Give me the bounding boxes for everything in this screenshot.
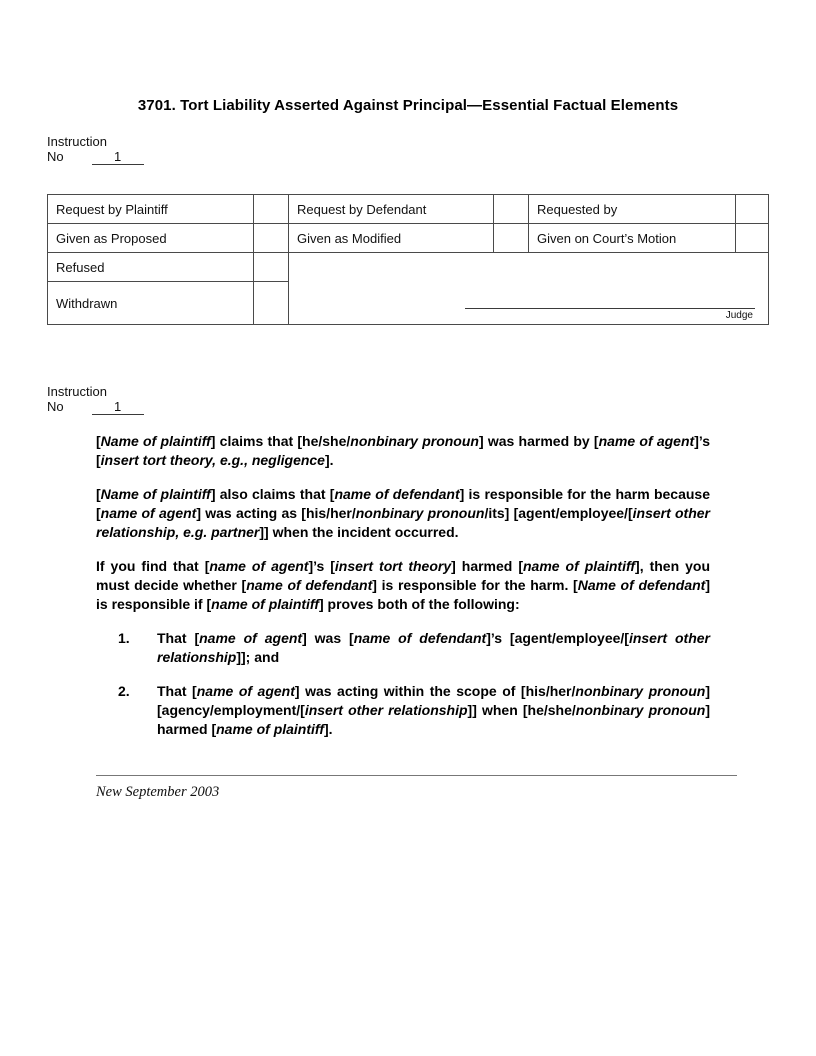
checkbox-cell-request-by-plaintiff (254, 195, 289, 224)
jury-instruction-form-table (47, 194, 769, 325)
text-run: ]. (323, 721, 333, 737)
text-run: ] was [ (302, 630, 354, 646)
judge-signature-cell (289, 253, 769, 325)
instruction-label: Instruction (47, 134, 107, 149)
paragraph-3 (96, 557, 710, 614)
text-run: nonbinary pronoun (355, 505, 485, 521)
text-run: name of plaintiff (216, 721, 324, 737)
text-run: insert tort theory, e.g., negligence (100, 452, 325, 468)
text-run: insert other relationship (304, 702, 468, 718)
text-run: ], then you must decide whether [ (96, 558, 711, 593)
text-run: ]’s [agent/employee/[ (486, 630, 629, 646)
list-item-text (157, 629, 710, 667)
cell-request-by-defendant: Request by Defendant (289, 195, 494, 224)
text-run: ]’s [ (308, 558, 335, 574)
text-run: ]. (324, 452, 334, 468)
text-run: ] is responsible if [ (96, 577, 711, 612)
cell-given-as-modified: Given as Modified (289, 224, 494, 253)
text-run: name of plaintiff (523, 558, 636, 574)
instruction-number-value: 1 (92, 150, 144, 165)
cell-given-as-proposed: Given as Proposed (48, 224, 254, 253)
text-run: insert tort theory (334, 558, 452, 574)
checkbox-cell-given-on-courts-motion (736, 224, 769, 253)
no-label: No (47, 399, 64, 414)
text-run: nonbinary pronoun (575, 683, 706, 699)
text-run: ] is responsible for the harm because [ (96, 486, 710, 521)
text-run: [ (96, 433, 101, 449)
no-label: No (47, 149, 64, 164)
list-item-text (157, 682, 710, 739)
text-run: ] was acting as [his/her/ (196, 505, 356, 521)
text-run: [ (96, 486, 101, 502)
checkbox-cell-given-as-modified (494, 224, 529, 253)
text-run: nonbinary pronoun (350, 433, 479, 449)
text-run: ]]; and (236, 649, 280, 665)
text-run: If you find that [ (96, 558, 210, 574)
cell-request-by-plaintiff: Request by Plaintiff (48, 195, 254, 224)
text-run: That [ (157, 630, 200, 646)
revision-note: New September 2003 (96, 784, 220, 800)
checkbox-cell-requested-by (736, 195, 769, 224)
text-run: name of defendant (246, 577, 373, 593)
instruction-number-row (47, 149, 816, 165)
cell-given-on-courts-motion: Given on Court’s Motion (529, 224, 736, 253)
text-run: ]] when [he/she/ (467, 702, 576, 718)
text-run: /its] [agent/employee/[ (484, 505, 633, 521)
checkbox-cell-given-as-proposed (254, 224, 289, 253)
text-run: ] was acting within the scope of [his/her/ (294, 683, 576, 699)
paragraph-1 (96, 432, 710, 470)
text-run: ] also claims that [ (210, 486, 335, 502)
text-run: name of defendant (334, 486, 460, 502)
text-run: insert other relationship (157, 630, 710, 665)
judge-label: Judge (725, 310, 753, 321)
text-run: ]] when the incident occurred. (259, 524, 459, 540)
table-row (48, 224, 769, 253)
text-run: ] proves both of the following: (319, 596, 520, 612)
checkbox-cell-refused (254, 253, 289, 282)
text-run: Name of plaintiff (100, 486, 211, 502)
text-run: name of agent (199, 630, 303, 646)
checkbox-cell-withdrawn (254, 282, 289, 325)
text-run: ]’s [ (96, 433, 711, 468)
text-run: ] was harmed by [ (478, 433, 599, 449)
text-run: name of plaintiff (211, 596, 319, 612)
text-run: name of agent (196, 683, 295, 699)
list-item-1 (118, 629, 710, 667)
text-run: name of agent (598, 433, 695, 449)
judge-signature-block (465, 308, 755, 322)
cell-requested-by: Requested by (529, 195, 736, 224)
instruction-number-block-top (47, 134, 816, 165)
text-run: Name of plaintiff (100, 433, 211, 449)
text-run: insert other relationship, e.g. partner (96, 505, 711, 540)
list-number: 1. (118, 630, 130, 646)
text-run: name of defendant (353, 630, 487, 646)
instruction-number-block-middle (47, 384, 816, 415)
paragraph-2 (96, 485, 710, 542)
cell-refused: Refused (48, 253, 254, 282)
table-row (48, 195, 769, 224)
instruction-number-value: 1 (92, 400, 144, 415)
footer-divider (96, 775, 737, 776)
checkbox-cell-request-by-defendant (494, 195, 529, 224)
text-run: ] [agency/employment/[ (157, 683, 711, 718)
list-item-2 (118, 682, 710, 739)
text-run: Name of defendant (577, 577, 706, 593)
text-run: ] is responsible for the harm. [ (372, 577, 578, 593)
text-run: nonbinary pronoun (575, 702, 706, 718)
text-run: ] harmed [ (157, 702, 710, 737)
instruction-label: Instruction (47, 384, 107, 399)
cell-withdrawn: Withdrawn (48, 282, 254, 325)
table-row (48, 253, 769, 282)
text-run: ] claims that [he/she/ (210, 433, 351, 449)
page-title: 3701. Tort Liability Asserted Against Principal—Essential Factual Elements (137, 97, 679, 114)
text-run: name of agent (209, 558, 309, 574)
text-run: ] harmed [ (451, 558, 523, 574)
list-number: 2. (118, 683, 130, 699)
instruction-body (96, 432, 710, 739)
instruction-number-row (47, 399, 816, 415)
text-run: That [ (157, 683, 197, 699)
text-run: name of agent (100, 505, 197, 521)
